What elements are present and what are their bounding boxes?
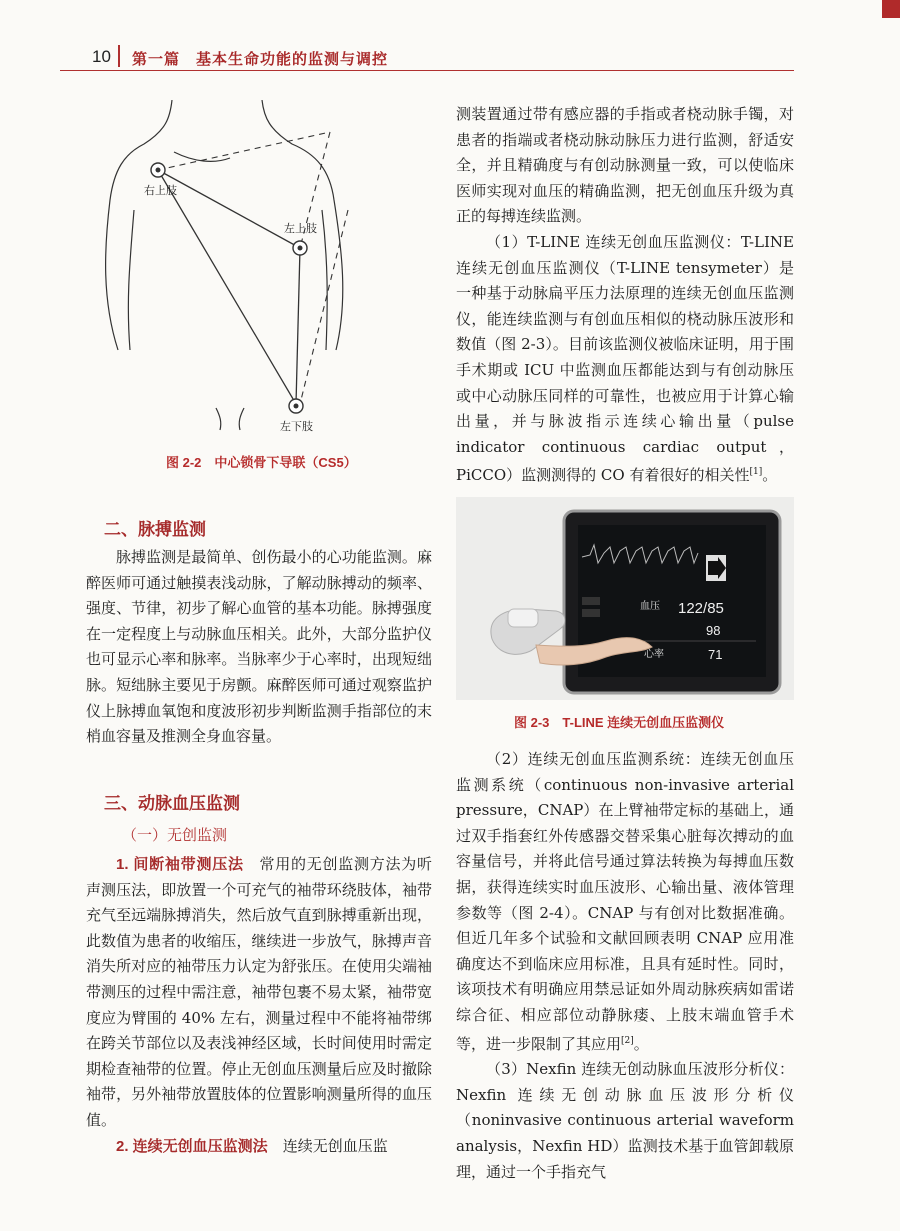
dashed-lead-1 xyxy=(158,132,330,170)
figure-tline-photo xyxy=(456,497,794,700)
paragraph: 测装置通过带有感应器的手指或者桡动脉手镯，对患者的指端或者桡动脉动脉压力进行监测，舒适安全，并且精确度与有创动脉测量一致，可以使临床医师实现对血压的精确监测，把无创血压升级为真正的每搏连续监测。 xyxy=(456,105,794,226)
pulse-section-text xyxy=(86,545,432,750)
figure-2-3-caption: 图 2-3 T-LINE 连续无创血压监测仪 xyxy=(514,715,725,730)
bp-section-text xyxy=(86,852,432,1159)
paragraph: 脉搏监测是最简单、创伤最小的心功能监测。麻醉医师可通过触摸表浅动脉，了解动脉搏动的频率、强度、节律，初步了解心血管的基本功能。脉搏强度在一定程度上与动脉血压相关。此外，大部分监护仪也可显示心率和脉率。当脉率少于心率时，出现短绌脉。短绌脉主要见于房颤。麻醉医师可通过观察监护仪上脉搏血氧饱和度波形初步判断监测手指部位的末梢血容量及推测全身血容量。 xyxy=(86,548,432,746)
section-heading-pulse: 二、脉搏监测 xyxy=(104,520,206,539)
lead-line-la-ll xyxy=(296,248,300,404)
right-column-top-text xyxy=(456,102,794,489)
reference-1: [1] xyxy=(749,467,763,478)
label-left-leg: 左下肢 xyxy=(280,421,313,433)
lead-line-ra-la xyxy=(158,170,300,248)
screen-spo2-value: 98 xyxy=(706,623,721,638)
screen-hr-value: 71 xyxy=(708,647,723,662)
screen-bp-value: 122/85 xyxy=(678,600,724,617)
label-left-arm: 左上肢 xyxy=(284,223,317,235)
torso-left-outline xyxy=(106,100,172,350)
reference-2: [2] xyxy=(621,1035,634,1046)
item1-title: 1. 间断袖带测压法 xyxy=(116,856,244,873)
corner-mark xyxy=(882,0,900,18)
header-rule xyxy=(60,70,794,71)
header-title: 第一篇 基本生命功能的监测与调控 xyxy=(132,50,389,68)
leg-line-right xyxy=(239,408,244,430)
right-column-bottom-text xyxy=(456,747,794,1185)
header-divider xyxy=(118,45,120,67)
page-number: 10 xyxy=(92,47,111,66)
paragraph-tline: （1）T-LINE 连续无创血压监测仪：T-LINE 连续无创血压监测仪（T-LINE tensymeter）是一种基于动脉扁平压力法原理的连续无创血压监测仪，能连续监测与有创血压相似的桡动脉压波形和数值（图 2-3）。目前该监测仪被临床证明，用于围手术期或 ICU 中监测血压都能达到与有创动脉压或中心动脉压同样的可靠性，也被应用于计算心输出量，并与脉波指示连续心输出量（pulse indicator continuous cardiac output，PiCCO）监测测得的 CO 有着很好的相关性[1]。 xyxy=(456,232,794,485)
lead-line-ra-ll xyxy=(158,170,296,404)
section-heading-bp: 三、动脉血压监测 xyxy=(104,794,240,813)
item2-title: 2. 连续无创血压监测法 xyxy=(116,1137,268,1155)
label-right-arm: 右上肢 xyxy=(144,185,177,197)
dashed-lead-3 xyxy=(300,210,348,404)
paragraph-item2: 2. 连续无创血压监测法 连续无创血压监 xyxy=(116,1136,388,1155)
left-arm-inner xyxy=(128,210,134,350)
right-arm-inner xyxy=(322,210,327,350)
figure-2-2-caption: 图 2-2 中心锁骨下导联（CS5） xyxy=(166,455,357,470)
paragraph-cnap: （2）连续无创血压监测系统：连续无创血压监测系统（continuous non-invasive arterial pressure，CNAP）在上臂袖带定标的基础上，通过双手指套红外传感器交替采集心脏每次搏动的血容量信号，并将此信号通过算法转换为每搏血压数据，获得连续实时血压波形、心输出量、液体管理参数等（图 2-4）。CNAP 与有创对比数据准确。但近几年多个试验和文献回顾表明 CNAP 应用准确度达不到临床应用标准，且具有延时性。同时，该项技术有明确应用禁忌证如外周动脉疾病如雷诺综合征、相应部位动静脉瘘、上肢末端血管手术等，进一步限制了其应用[2]。 xyxy=(456,750,794,1053)
paragraph-item1: 1. 间断袖带测压法 常用的无创监测方法为听声测压法，即放置一个可充气的袖带环绕肢体，袖带充气至远端脉搏消失，然后放气直到脉搏重新出现，此数值为患者的收缩压，继续进一步放气，脉搏声音消失所对应的袖带压力认定为舒张压。在使用尖端袖带测压的过程中需注意，袖带包裹不易太紧，袖带宽度应为臂围的 40% 左右，测量过程中不能将袖带绑在跨关节部位以及表浅神经区域，长时间使用时需定期检查袖带的位置。停止无创血压测量后应及时撤除袖带，另外袖带放置肢体的位置影响测量所得的血压值。 xyxy=(86,855,432,1129)
subsection-heading-noninvasive: （一）无创监测 xyxy=(122,826,228,844)
screen-hr-label: 心率 xyxy=(644,649,664,660)
figure-cs5-diagram xyxy=(104,100,442,442)
leg-line-left xyxy=(216,408,221,430)
paragraph-nexfin: （3）Nexfin 连续无创动脉血压波形分析仪：Nexfin 连续无创动脉血压波形分析仪（noninvasive continuous arterial waveform analysis，Nexfin HD）监测技术基于血管卸载原理，通过一个手指充气 xyxy=(456,1060,794,1181)
screen-bp-label: 血压 xyxy=(640,601,660,612)
